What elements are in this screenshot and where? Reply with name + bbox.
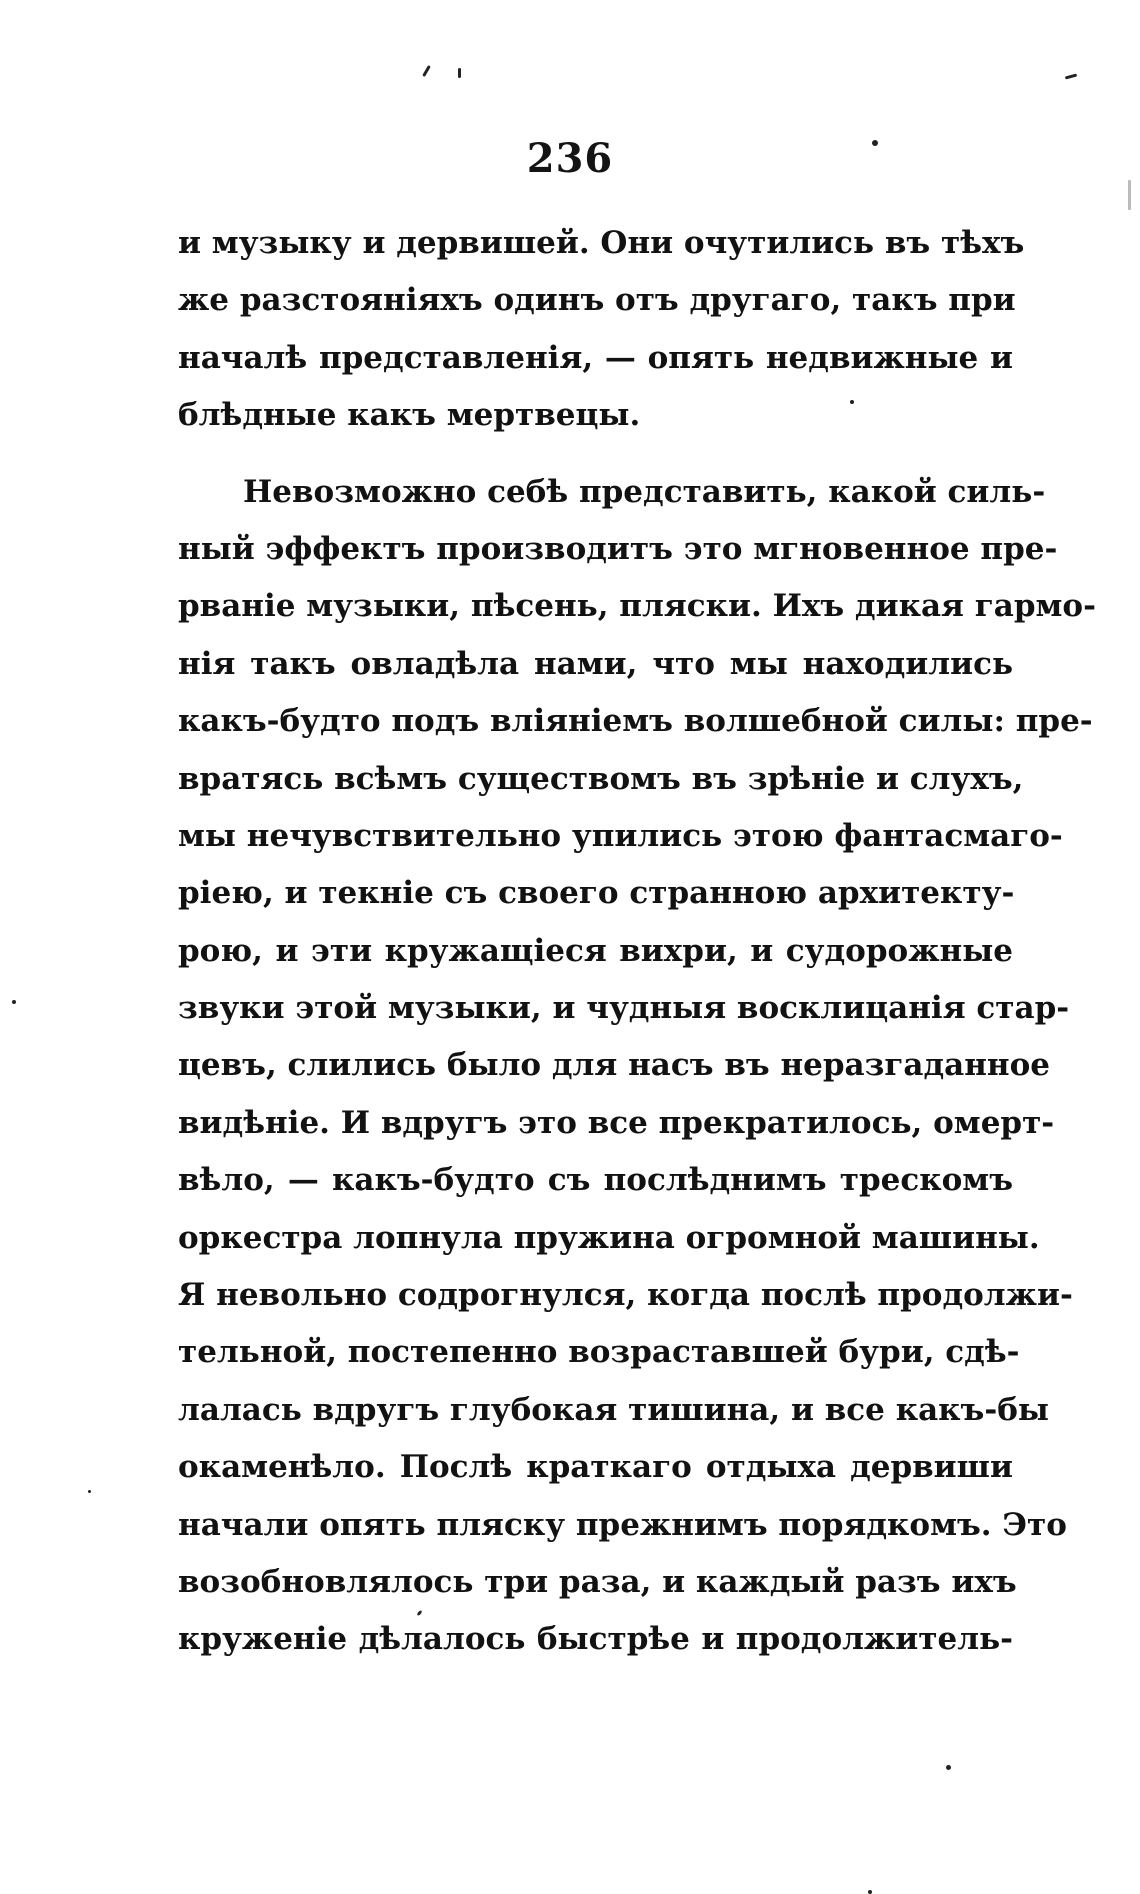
paragraph-1 <box>178 215 1025 445</box>
scan-speck <box>946 1765 951 1770</box>
scan-speck <box>1065 73 1077 79</box>
scan-speck <box>850 400 854 404</box>
text-line: начали опять пляску прежнимъ порядкомъ. Это <box>178 1506 1067 1543</box>
text-line: какъ-будто подъ вліяніемъ волшебной силы: пре- <box>178 703 1093 740</box>
text-line: ный эффектъ производитъ это мгновенное пре- <box>178 530 1058 567</box>
text-line: возобновлялось три раза, и каждый разъ ихъ <box>178 1563 1017 1600</box>
scan-speck <box>12 1000 16 1004</box>
scan-speck <box>872 140 878 146</box>
page-number: 236 <box>526 135 614 182</box>
text-line: рою, и эти кружащіеся вихри, и судорожные <box>178 932 1013 969</box>
text-line: цевъ, слились было для насъ въ неразгаданное <box>178 1047 1051 1084</box>
text-line: и музыку и дервишей. Они очутились въ тѣхъ <box>178 225 1025 261</box>
text-line: Я невольно содрогнулся, когда послѣ продолжи- <box>178 1277 1073 1314</box>
text-line: тельной, постепенно возраставшей бури, сдѣ- <box>178 1334 1020 1371</box>
text-line: же разстояніяхъ одинъ отъ другаго, такъ при <box>178 282 1016 319</box>
scan-speck <box>1128 180 1131 210</box>
text-line: вратясь всѣмъ существомъ въ зрѣніе и слухъ, <box>178 760 1024 797</box>
text-line: оркестра лопнула пружина огромной машины. <box>178 1219 1040 1256</box>
text-line: Невозможно себѣ представить, какой силь- <box>243 473 1046 510</box>
scan-speck <box>458 68 461 78</box>
text-line: звуки этой музыки, и чудныя восклицанія стар- <box>178 990 1070 1027</box>
paragraph-gap <box>178 445 1013 464</box>
text-line: нія такъ овладѣла нами, что мы находились <box>178 645 1013 682</box>
text-line: лалась вдругъ глубокая тишина, и все какъ-бы <box>178 1391 1049 1428</box>
text-line: вѣло, — какъ-будто съ послѣднимъ трескомъ <box>178 1162 1013 1199</box>
text-line: мы нечувствительно упились этою фантасмаго- <box>178 817 1063 854</box>
paragraph-2 <box>178 464 1096 1669</box>
scan-speck <box>88 1490 91 1493</box>
text-line: началѣ представленія, — опять недвижные и <box>178 339 1013 376</box>
text-line: ріею, и текніе съ своего странною архитекту- <box>178 875 1015 912</box>
text-line: круженіе дѣлалось быстрѣе и продолжитель- <box>178 1621 1013 1658</box>
text-line: рваніе музыки, пѣсень, пляски. Ихъ дикая гармо- <box>178 588 1096 625</box>
text-line: окаменѣло. Послѣ краткаго отдыха дервиши <box>178 1449 1013 1486</box>
text-line: видѣніе. И вдругъ это все прекратилось, омерт- <box>178 1104 1055 1141</box>
body-text <box>178 215 1096 1669</box>
scan-speck <box>422 65 431 77</box>
text-line: блѣдные какъ мертвецы. <box>178 397 641 434</box>
